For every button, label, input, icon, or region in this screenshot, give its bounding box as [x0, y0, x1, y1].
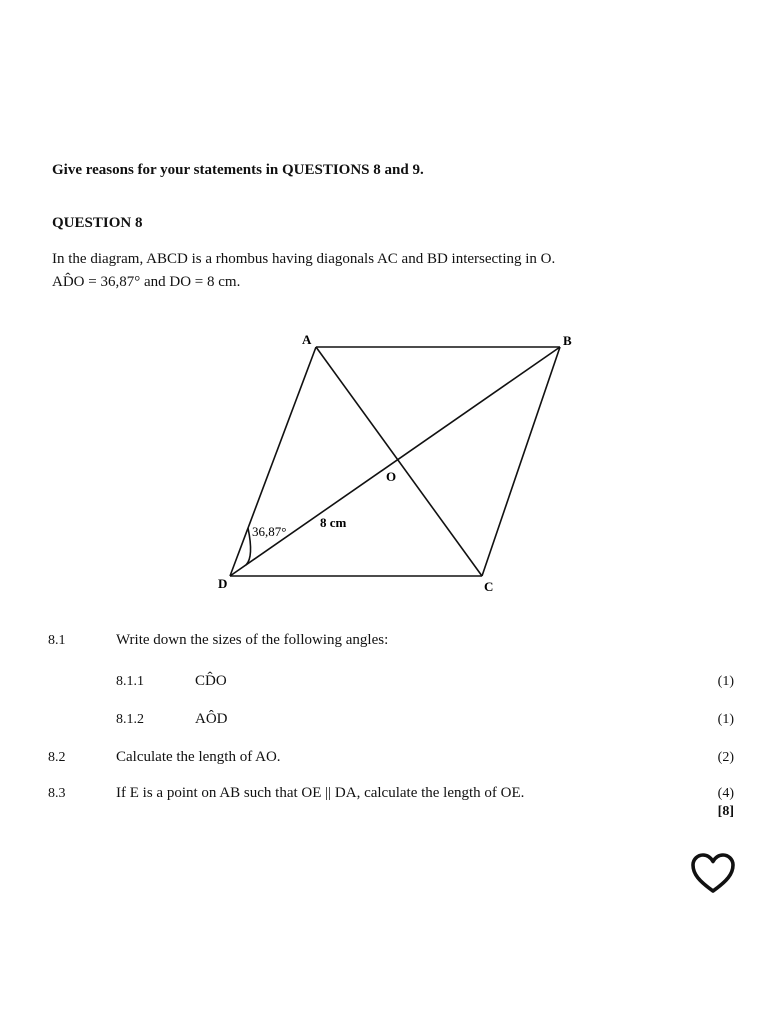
- intro-line-2: AD̂O = 36,87° and DO = 8 cm.: [52, 274, 241, 290]
- question-number: 8.1: [48, 633, 66, 648]
- diagonal-ac: [316, 347, 482, 576]
- question-marks: (1): [717, 674, 734, 689]
- question-text: Calculate the length of AO.: [116, 749, 281, 765]
- question-text: CD̂O: [195, 673, 227, 689]
- diagonal-bd: [230, 347, 560, 576]
- question-number: 8.1.1: [116, 674, 144, 689]
- vertex-label-b: B: [563, 333, 572, 348]
- side-da: [230, 347, 316, 576]
- side-bc: [482, 347, 560, 576]
- vertex-label-a: A: [302, 332, 312, 347]
- heart-outline-icon[interactable]: [690, 852, 736, 896]
- question-marks: (2): [717, 750, 734, 765]
- rhombus-diagram: [210, 325, 590, 600]
- question-number: 8.2: [48, 750, 66, 765]
- question-marks: (4): [717, 786, 734, 801]
- question-number: 8.3: [48, 786, 66, 801]
- vertex-label-c: C: [484, 579, 494, 594]
- question-text: AÔD: [195, 711, 228, 727]
- question-marks: (1): [717, 712, 734, 727]
- vertex-label-o: O: [386, 469, 397, 484]
- question-heading: QUESTION 8: [52, 215, 143, 231]
- question-number: 8.1.2: [116, 712, 144, 727]
- instruction-text: Give reasons for your statements in QUESTIONS 8 and 9.: [52, 162, 424, 178]
- vertex-label-d: D: [218, 576, 228, 591]
- length-label: 8 cm: [320, 515, 347, 530]
- total-marks: [8]: [717, 804, 734, 819]
- intro-line-1: In the diagram, ABCD is a rhombus having diagonals AC and BD intersecting in O.: [52, 251, 556, 267]
- angle-label: 36,87°: [252, 524, 287, 539]
- question-text: If E is a point on AB such that OE || DA, calculate the length of OE.: [116, 785, 525, 801]
- question-text: Write down the sizes of the following angles:: [116, 632, 389, 648]
